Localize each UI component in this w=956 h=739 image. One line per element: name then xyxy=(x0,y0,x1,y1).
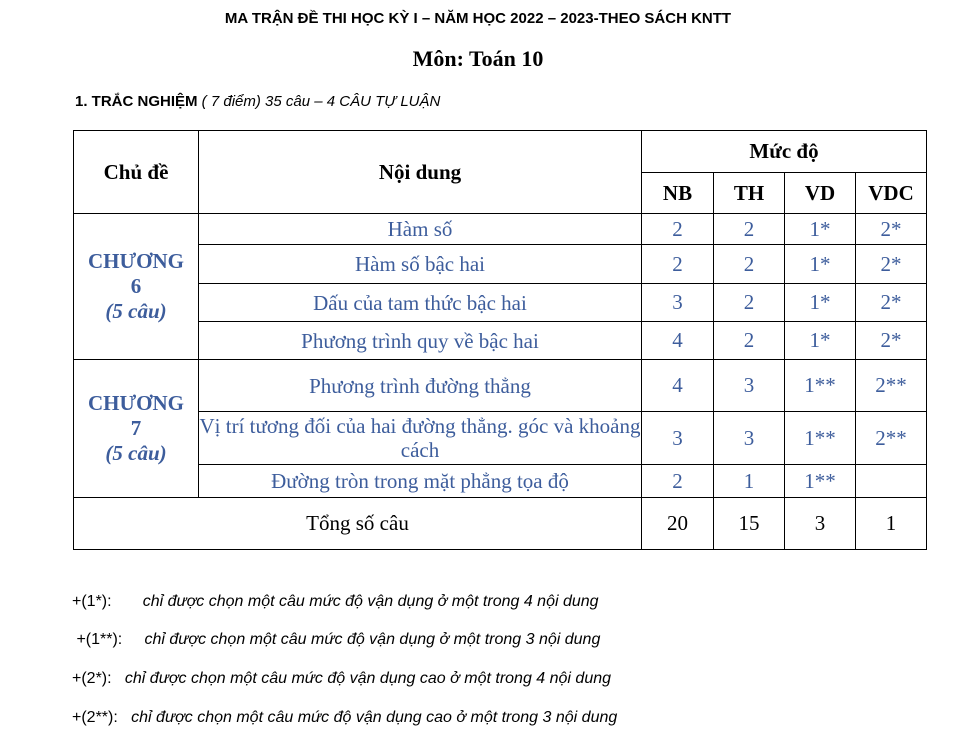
note-text: chỉ được chọn một câu mức độ vận dụng ở một trong 3 nội dung xyxy=(144,631,601,648)
th-cell: 3 xyxy=(714,412,785,465)
note-mark: +(2*): xyxy=(72,670,125,687)
total-row xyxy=(74,498,927,550)
table-row xyxy=(74,360,927,412)
vd-cell: 1** xyxy=(785,360,856,412)
note-text: chỉ được chọn một câu mức độ vận dụng cao ở một trong 4 nội dung xyxy=(124,670,612,687)
chapter-count: (5 câu) xyxy=(105,441,167,465)
nb-cell: 3 xyxy=(642,412,714,465)
vdc-cell: 2** xyxy=(856,412,927,465)
note-line xyxy=(72,593,599,611)
note-line xyxy=(72,709,617,727)
vdc-cell xyxy=(856,465,927,498)
section-detail: ( 7 điểm) 35 câu – 4 CÂU TỰ LUẬN xyxy=(197,93,441,110)
vd-cell: 1* xyxy=(785,214,856,245)
header-content: Nội dung xyxy=(199,131,642,214)
content-cell: Vị trí tương đối của hai đường thẳng. góc và khoảng cách xyxy=(199,412,642,465)
section-heading xyxy=(75,93,440,110)
header-vdc: VDC xyxy=(856,173,927,214)
chapter-name: CHƯƠNG xyxy=(87,391,185,415)
th-cell: 2 xyxy=(714,245,785,284)
table-row xyxy=(74,245,927,284)
exam-matrix-table xyxy=(73,130,927,550)
header-row xyxy=(74,131,927,173)
chapter-cell xyxy=(74,360,199,498)
th-cell: 2 xyxy=(714,284,785,322)
nb-cell: 2 xyxy=(642,245,714,284)
content-cell: Đường tròn trong mặt phẳng tọa độ xyxy=(199,465,642,498)
th-cell: 3 xyxy=(714,360,785,412)
note-mark: +(2**): xyxy=(72,709,132,726)
section-title: 1. TRẮC NGHIỆM xyxy=(75,93,198,110)
header-level: Mức độ xyxy=(642,131,927,173)
content-cell: Phương trình đường thẳng xyxy=(199,360,642,412)
subject-heading: Môn: Toán 10 xyxy=(412,46,544,71)
chapter-name: CHƯƠNG xyxy=(87,249,185,273)
header-vd: VD xyxy=(785,173,856,214)
content-cell: Hàm số xyxy=(199,214,642,245)
content-cell: Dấu của tam thức bậc hai xyxy=(199,284,642,322)
table-row xyxy=(74,465,927,498)
total-vdc: 1 xyxy=(856,498,927,550)
vdc-cell: 2* xyxy=(856,322,927,360)
total-label: Tổng số câu xyxy=(74,498,642,550)
table-row xyxy=(74,214,927,245)
content-cell: Phương trình quy về bậc hai xyxy=(199,322,642,360)
content-cell: Hàm số bậc hai xyxy=(199,245,642,284)
table-row xyxy=(74,284,927,322)
nb-cell: 2 xyxy=(642,465,714,498)
total-nb: 20 xyxy=(642,498,714,550)
note-text: chỉ được chọn một câu mức độ vận dụng ở một trong 4 nội dung xyxy=(142,593,599,610)
vd-cell: 1** xyxy=(785,465,856,498)
document-title: MA TRẬN ĐỀ THI HỌC KỲ I – NĂM HỌC 2022 – 2023-THEO SÁCH KNTT xyxy=(224,10,732,27)
note-line xyxy=(72,631,600,649)
table-row xyxy=(74,322,927,360)
th-cell: 2 xyxy=(714,214,785,245)
vd-cell: 1** xyxy=(785,412,856,465)
vd-cell: 1* xyxy=(785,322,856,360)
note-mark: +(1*): xyxy=(72,593,143,610)
nb-cell: 3 xyxy=(642,284,714,322)
nb-cell: 2 xyxy=(642,214,714,245)
chapter-number: 6 xyxy=(130,274,142,298)
vdc-cell: 2* xyxy=(856,245,927,284)
total-th: 15 xyxy=(714,498,785,550)
chapter-number: 7 xyxy=(130,416,142,440)
note-text: chỉ được chọn một câu mức độ vận dụng cao ở một trong 3 nội dung xyxy=(131,709,618,726)
table-row xyxy=(74,412,927,465)
vdc-cell: 2* xyxy=(856,214,927,245)
header-nb: NB xyxy=(642,173,714,214)
vdc-cell: 2* xyxy=(856,284,927,322)
th-cell: 1 xyxy=(714,465,785,498)
nb-cell: 4 xyxy=(642,360,714,412)
th-cell: 2 xyxy=(714,322,785,360)
vd-cell: 1* xyxy=(785,245,856,284)
header-topic: Chủ đề xyxy=(74,131,199,214)
chapter-count: (5 câu) xyxy=(105,299,167,323)
note-mark: +(1**): xyxy=(72,631,145,648)
note-line xyxy=(72,670,611,688)
nb-cell: 4 xyxy=(642,322,714,360)
total-vd: 3 xyxy=(785,498,856,550)
vdc-cell: 2** xyxy=(856,360,927,412)
header-th: TH xyxy=(714,173,785,214)
vd-cell: 1* xyxy=(785,284,856,322)
chapter-cell xyxy=(74,214,199,360)
